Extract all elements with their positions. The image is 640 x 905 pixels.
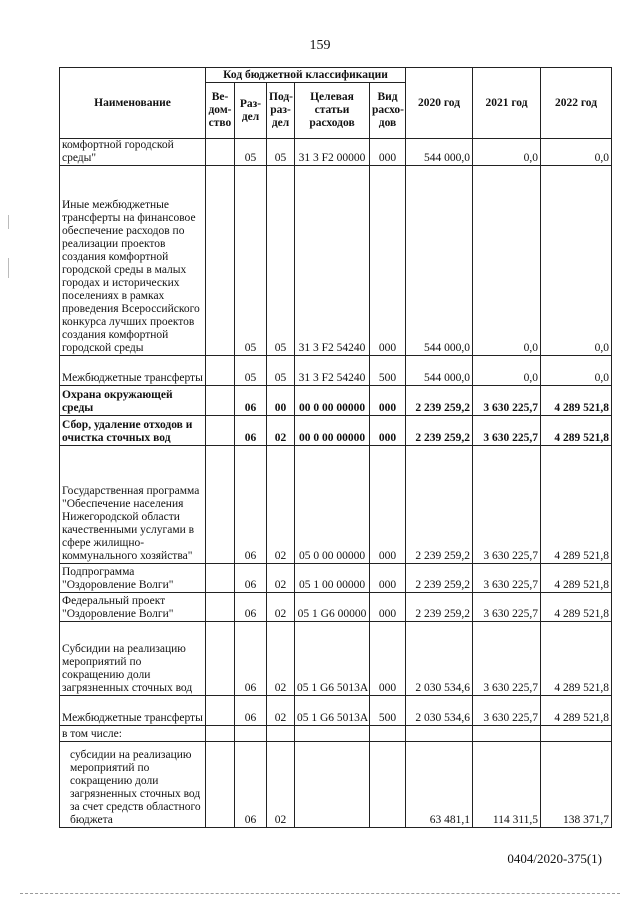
- row-2020: 63 481,1: [406, 742, 473, 828]
- table-row: [60, 386, 612, 416]
- table-row: [60, 593, 612, 622]
- row-vedomstvo: [206, 356, 235, 386]
- header-celevaya-statya: Целевая статьи расходов: [295, 83, 370, 139]
- row-2021: 3 630 225,7: [473, 564, 541, 593]
- table-body: [60, 139, 612, 828]
- row-podrazdel: 02: [267, 446, 295, 564]
- row-name: комфортной городской среды": [60, 139, 206, 166]
- row-2022: 0,0: [541, 166, 612, 356]
- header-name: Наименование: [60, 68, 206, 139]
- margin-mark: [8, 258, 9, 278]
- row-2022: 4 289 521,8: [541, 564, 612, 593]
- row-razdel: 05: [235, 166, 267, 356]
- table-row: [60, 696, 612, 726]
- row-vedomstvo: [206, 564, 235, 593]
- row-podrazdel: 05: [267, 166, 295, 356]
- row-podrazdel: [267, 726, 295, 742]
- row-razdel: 05: [235, 356, 267, 386]
- row-2022: 0,0: [541, 139, 612, 166]
- row-2022: 4 289 521,8: [541, 416, 612, 446]
- row-celevaya-statya: 05 0 00 00000: [295, 446, 370, 564]
- page-number: 159: [309, 38, 331, 53]
- row-2021: 0,0: [473, 139, 541, 166]
- row-razdel: 06: [235, 446, 267, 564]
- row-celevaya-statya: 05 1 G6 5013A: [295, 696, 370, 726]
- row-2020: 544 000,0: [406, 166, 473, 356]
- row-2021: 3 630 225,7: [473, 446, 541, 564]
- row-name: в том числе:: [60, 726, 206, 742]
- table-row: [60, 416, 612, 446]
- row-vid-rashodov: 000: [370, 564, 406, 593]
- row-razdel: 06: [235, 622, 267, 696]
- row-vedomstvo: [206, 139, 235, 166]
- row-vedomstvo: [206, 726, 235, 742]
- row-2021: 3 630 225,7: [473, 593, 541, 622]
- row-vedomstvo: [206, 446, 235, 564]
- row-vedomstvo: [206, 742, 235, 828]
- row-2020: 2 239 259,2: [406, 386, 473, 416]
- row-2021: 0,0: [473, 356, 541, 386]
- row-podrazdel: 02: [267, 564, 295, 593]
- row-razdel: 06: [235, 696, 267, 726]
- table-header: [60, 68, 612, 139]
- row-celevaya-statya: 05 1 00 00000: [295, 564, 370, 593]
- margin-mark: [8, 215, 9, 229]
- row-vid-rashodov: 000: [370, 622, 406, 696]
- row-vedomstvo: [206, 622, 235, 696]
- row-2020: [406, 726, 473, 742]
- header-2022: 2022 год: [541, 68, 612, 139]
- table-row: [60, 166, 612, 356]
- header-kbk: Код бюджетной классификации: [206, 68, 406, 83]
- row-2021: 3 630 225,7: [473, 622, 541, 696]
- row-vid-rashodov: 000: [370, 166, 406, 356]
- table-row: [60, 356, 612, 386]
- row-razdel: 06: [235, 386, 267, 416]
- table-row: [60, 726, 612, 742]
- row-vid-rashodov: 000: [370, 593, 406, 622]
- row-podrazdel: 05: [267, 356, 295, 386]
- row-celevaya-statya: 31 3 F2 54240: [295, 166, 370, 356]
- footer-divider: [20, 893, 620, 894]
- row-name: Межбюджетные трансферты: [60, 356, 206, 386]
- header-2021: 2021 год: [473, 68, 541, 139]
- row-podrazdel: 02: [267, 416, 295, 446]
- row-2020: 544 000,0: [406, 139, 473, 166]
- row-razdel: 06: [235, 742, 267, 828]
- header-2020: 2020 год: [406, 68, 473, 139]
- row-2022: 4 289 521,8: [541, 593, 612, 622]
- row-celevaya-statya: 00 0 00 00000: [295, 386, 370, 416]
- row-razdel: 06: [235, 593, 267, 622]
- row-vid-rashodov: 500: [370, 356, 406, 386]
- row-vid-rashodov: [370, 742, 406, 828]
- header-vedomstvo: Ве- дом- ство: [206, 83, 235, 139]
- row-2022: 138 371,7: [541, 742, 612, 828]
- row-name: Субсидии на реализацию мероприятий по сокращению доли загрязненных сточных вод: [60, 622, 206, 696]
- document-code: 0404/2020-375(1): [507, 851, 602, 866]
- row-2021: 3 630 225,7: [473, 696, 541, 726]
- row-name: Иные межбюджетные трансферты на финансовое обеспечение расходов по реализации проектов создания комфортной городской среды в малых городах и исторических поселениях в рамках проведения Всероссийского конкурса лучших проектов создания комфортной городской среды: [60, 166, 206, 356]
- row-celevaya-statya: 31 3 F2 54240: [295, 356, 370, 386]
- row-vedomstvo: [206, 696, 235, 726]
- row-2022: 4 289 521,8: [541, 622, 612, 696]
- row-celevaya-statya: [295, 726, 370, 742]
- row-vid-rashodov: 000: [370, 446, 406, 564]
- row-podrazdel: 05: [267, 139, 295, 166]
- row-2020: 2 239 259,2: [406, 564, 473, 593]
- row-2021: 114 311,5: [473, 742, 541, 828]
- row-name: Государственная программа "Обеспечение населения Нижегородской области качественными услугами в сфере жилищно-коммунального хозяйства": [60, 446, 206, 564]
- table-row: [60, 622, 612, 696]
- row-podrazdel: 02: [267, 622, 295, 696]
- row-2021: 3 630 225,7: [473, 386, 541, 416]
- row-vid-rashodov: [370, 726, 406, 742]
- row-2022: 0,0: [541, 356, 612, 386]
- row-2021: [473, 726, 541, 742]
- row-name: Межбюджетные трансферты: [60, 696, 206, 726]
- row-celevaya-statya: 31 3 F2 00000: [295, 139, 370, 166]
- row-2020: 2 239 259,2: [406, 416, 473, 446]
- row-vedomstvo: [206, 166, 235, 356]
- row-razdel: [235, 726, 267, 742]
- row-name: Сбор, удаление отходов и очистка сточных вод: [60, 416, 206, 446]
- header-vid-rashodov: Вид расхо- дов: [370, 83, 406, 139]
- row-name: Подпрограмма "Оздоровление Волги": [60, 564, 206, 593]
- row-razdel: 06: [235, 416, 267, 446]
- row-podrazdel: 02: [267, 593, 295, 622]
- row-name: Федеральный проект "Оздоровление Волги": [60, 593, 206, 622]
- row-celevaya-statya: [295, 742, 370, 828]
- row-2020: 2 030 534,6: [406, 696, 473, 726]
- row-2020: 2 239 259,2: [406, 446, 473, 564]
- row-2022: 4 289 521,8: [541, 446, 612, 564]
- row-vid-rashodov: 000: [370, 139, 406, 166]
- row-2022: [541, 726, 612, 742]
- row-vid-rashodov: 000: [370, 386, 406, 416]
- row-vid-rashodov: 500: [370, 696, 406, 726]
- row-2021: 0,0: [473, 166, 541, 356]
- row-2021: 3 630 225,7: [473, 416, 541, 446]
- row-2020: 2 030 534,6: [406, 622, 473, 696]
- header-razdel: Раз- дел: [235, 83, 267, 139]
- row-podrazdel: 02: [267, 742, 295, 828]
- row-razdel: 05: [235, 139, 267, 166]
- row-celevaya-statya: 00 0 00 00000: [295, 416, 370, 446]
- row-2022: 4 289 521,8: [541, 386, 612, 416]
- row-name: Охрана окружающей среды: [60, 386, 206, 416]
- row-2022: 4 289 521,8: [541, 696, 612, 726]
- row-vid-rashodov: 000: [370, 416, 406, 446]
- table-row: [60, 139, 612, 166]
- row-celevaya-statya: 05 1 G6 00000: [295, 593, 370, 622]
- row-vedomstvo: [206, 593, 235, 622]
- row-2020: 544 000,0: [406, 356, 473, 386]
- budget-table: [59, 67, 612, 828]
- row-podrazdel: 00: [267, 386, 295, 416]
- header-podrazdel: Под- раз- дел: [267, 83, 295, 139]
- table-row: [60, 564, 612, 593]
- row-razdel: 06: [235, 564, 267, 593]
- row-podrazdel: 02: [267, 696, 295, 726]
- table-row: [60, 742, 612, 828]
- row-vedomstvo: [206, 416, 235, 446]
- row-vedomstvo: [206, 386, 235, 416]
- row-celevaya-statya: 05 1 G6 5013A: [295, 622, 370, 696]
- table-row: [60, 446, 612, 564]
- row-2020: 2 239 259,2: [406, 593, 473, 622]
- row-name: субсидии на реализацию мероприятий по сокращению доли загрязненных сточных вод за счет средств областного бюджета: [60, 742, 206, 828]
